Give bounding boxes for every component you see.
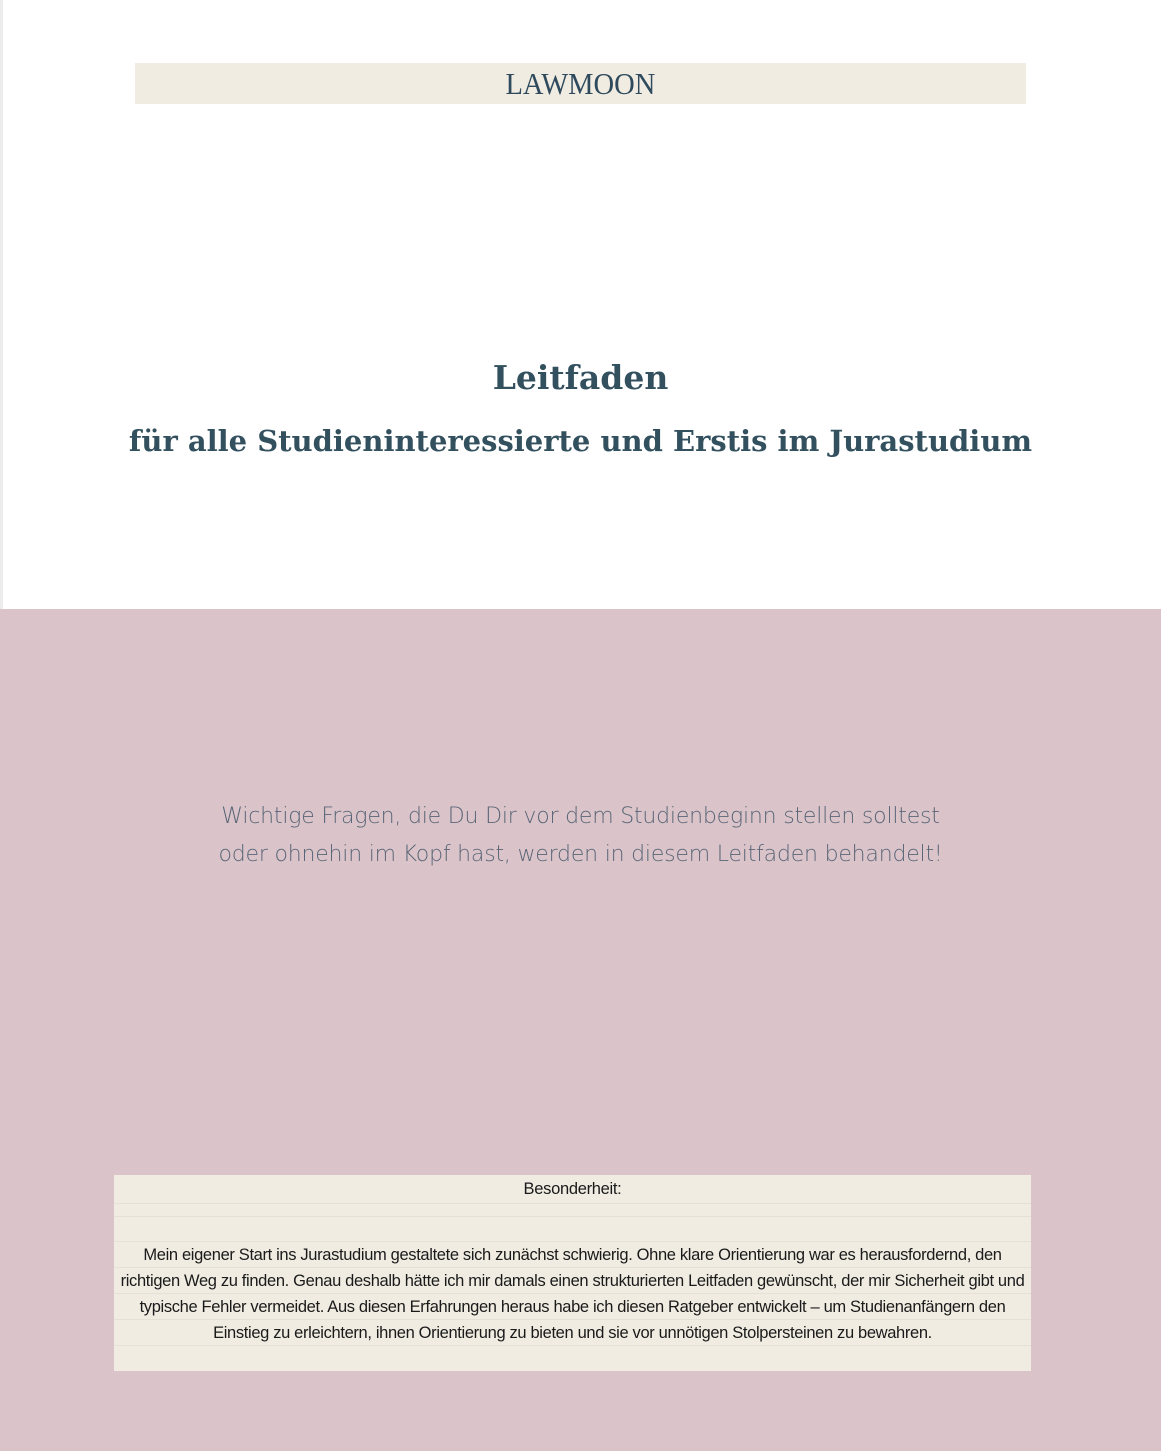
feature-text: Mein eigener Start ins Jurastudium gestaltete sich zunächst schwierig. Ohne klare Orientierung war es herausfordernd, den richtigen Weg zu finden. Genau deshalb hätte ich mir damals einen strukturierten Leitfaden gewünscht, der mir Sicherheit gibt und typische Fehler vermeidet. Aus diesen Erfahrungen heraus habe ich diesen Ratgeber entwickelt – um Studienanfängern den Einstieg zu erleichtern, ihnen Orientierung zu bieten und sie vor unnötigen Stolpersteinen zu bewahren. <box>114 1242 1031 1346</box>
feature-box <box>114 1175 1031 1371</box>
spacer-row <box>114 1217 1031 1242</box>
spacer-row <box>114 1204 1031 1217</box>
brand-logo: LAWMOON <box>505 65 656 101</box>
intro-line-2: oder ohnehin im Kopf hast, werden in diesem Leitfaden behandelt! <box>218 842 943 867</box>
feature-heading: Besonderheit: <box>114 1175 1031 1204</box>
brand-bar <box>135 63 1026 104</box>
document-title: Leitfaden <box>492 358 669 397</box>
intro-text <box>0 798 1161 874</box>
document-subtitle: für alle Studieninteressierte und Erstis im Jurastudium <box>128 424 1033 458</box>
intro-line-1: Wichtige Fragen, die Du Dir vor dem Studienbeginn stellen solltest <box>221 804 940 829</box>
